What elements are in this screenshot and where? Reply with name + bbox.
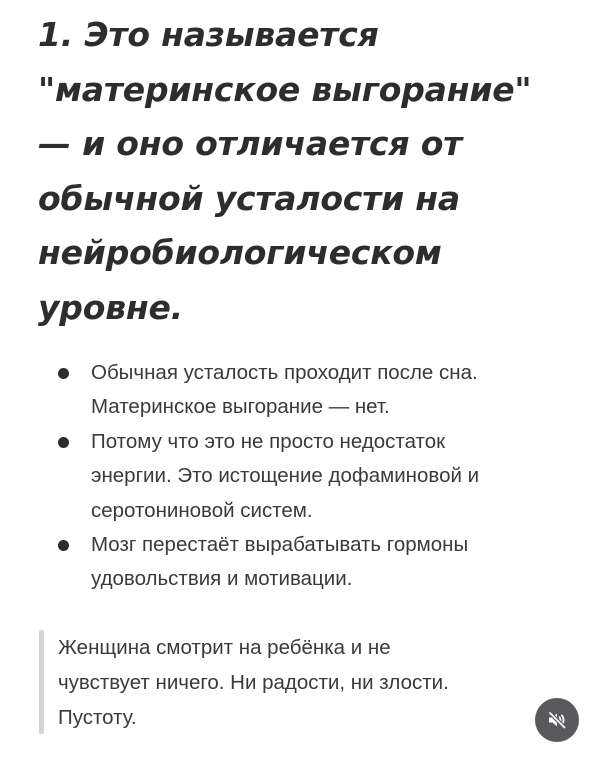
bullet-text-line: Мозг перестаёт вырабатывать гормоны bbox=[91, 533, 469, 557]
list-item bbox=[0, 356, 600, 425]
heading-line: обычной усталости на bbox=[38, 178, 460, 218]
bullet-dot-icon bbox=[58, 437, 69, 448]
blockquote bbox=[39, 630, 539, 738]
bullet-text-line: энергии. Это истощение дофаминовой и bbox=[91, 464, 480, 488]
speaker-muted-icon bbox=[545, 708, 569, 732]
quote-text-line: чувствует ничего. Ни радости, ни злости. bbox=[58, 671, 449, 694]
heading-line: нейробиологическом bbox=[38, 233, 442, 273]
heading-line: "материнское выгорание" bbox=[38, 69, 532, 109]
bullet-text-line: серотониновой систем. bbox=[91, 498, 313, 522]
bullet-text-line: Потому что это не просто недостаток bbox=[91, 429, 446, 453]
quote-text bbox=[58, 630, 449, 735]
heading-line: — и оно отличается от bbox=[38, 124, 463, 164]
quote-bar bbox=[39, 630, 44, 734]
bullet-dot-icon bbox=[58, 540, 69, 551]
mute-button[interactable] bbox=[535, 698, 579, 742]
heading-line: 1. Это называется bbox=[38, 15, 379, 54]
bullet-text-line: Материнское выгорание — нет. bbox=[91, 395, 390, 419]
quote-text-line: Пустоту. bbox=[58, 706, 137, 729]
list-item bbox=[0, 425, 600, 528]
quote-text-line: Женщина смотрит на ребёнка и не bbox=[58, 636, 391, 659]
bullet-dot-icon bbox=[58, 368, 69, 379]
heading-line: уровне. bbox=[38, 287, 184, 327]
section-heading bbox=[38, 8, 578, 336]
bullet-list bbox=[0, 356, 600, 597]
bullet-text-line: удовольствия и мотивации. bbox=[91, 567, 353, 591]
list-item bbox=[0, 528, 600, 597]
bullet-text-line: Обычная усталость проходит после сна. bbox=[91, 361, 478, 384]
